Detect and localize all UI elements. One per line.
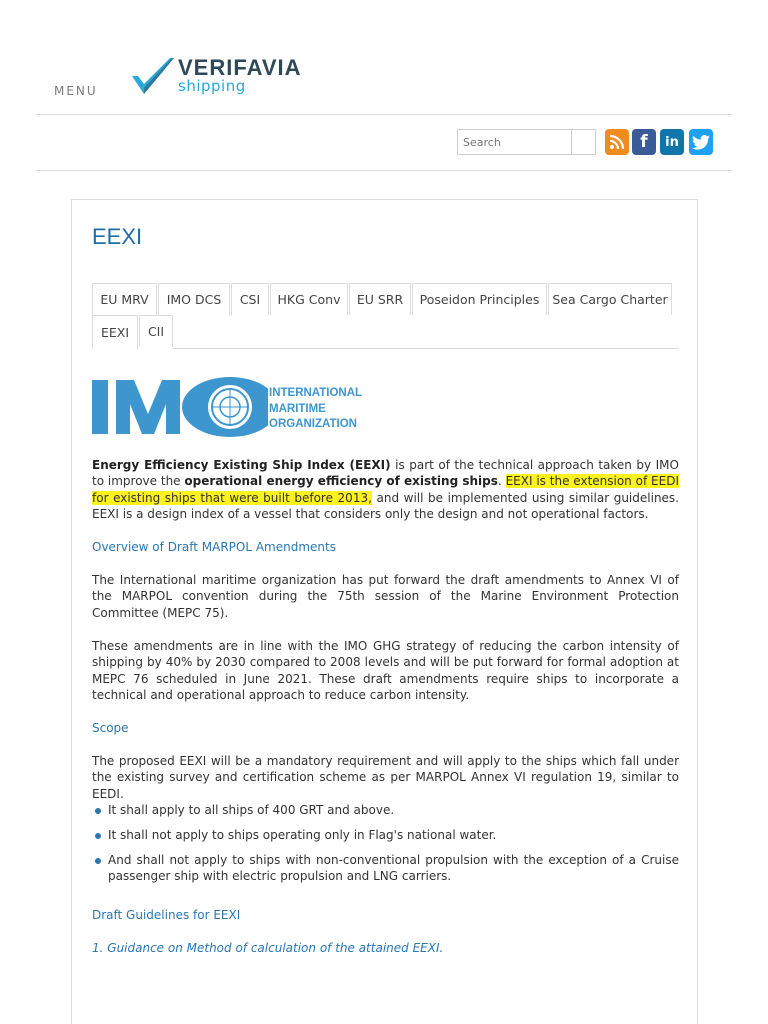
tab-sea-cargo-charter[interactable]: Sea Cargo Charter <box>548 283 672 315</box>
tabs-underline <box>173 348 679 349</box>
tab-cii[interactable]: CII <box>139 315 173 347</box>
content-card <box>71 199 698 1024</box>
heading-guidelines: Draft Guidelines for EEXI <box>92 908 241 922</box>
logo-subtext: shipping <box>178 77 246 95</box>
bullet-icon <box>95 833 101 839</box>
verifavia-logo[interactable] <box>130 56 325 98</box>
heading-scope: Scope <box>92 721 129 735</box>
tab-eexi[interactable]: EEXI <box>92 315 138 349</box>
search-box <box>457 129 596 155</box>
tab-imo-dcs[interactable]: IMO DCS <box>158 283 230 315</box>
rss-icon[interactable] <box>605 129 629 155</box>
intro-bold-eexi: Energy Efficiency Existing Ship Index (EEXI) <box>92 458 391 472</box>
scope-list-item: And shall not apply to ships with non-conventional propulsion with the exception of a Cruise passenger ship with electric propulsion and LNG carriers. <box>108 853 679 884</box>
bullet-icon <box>95 858 101 864</box>
imo-wordmark: INTERNATIONAL MARITIME ORGANIZATION <box>269 387 363 430</box>
page-title: EEXI <box>92 224 143 249</box>
highlighted-text: EEXI is the extension of EEDI for existing ships that were built before 2013, <box>92 474 679 505</box>
header-bottom-divider <box>36 170 732 171</box>
menu-button[interactable]: MENU <box>54 84 98 98</box>
bullet-icon <box>95 808 101 814</box>
heading-overview: Overview of Draft MARPOL Amendments <box>92 540 336 554</box>
scope-list-item: It shall not apply to ships operating only in Flag's national water. <box>108 828 497 842</box>
logo-text: VERIFAVIA <box>178 55 302 80</box>
tab-csi[interactable]: CSI <box>231 283 269 315</box>
subheading-guidance-link[interactable]: 1. Guidance on Method of calculation of the attained EEXI. <box>92 941 444 955</box>
imo-logo <box>92 376 392 438</box>
overview-paragraph-1: The International maritime organization has put forward the draft amendments to Annex VI of the MARPOL convention during the 75th session of the Marine Environment Protection Committee (MEPC 75). <box>92 573 679 620</box>
intro-bold-operational: operational energy efficiency of existing ships <box>184 474 498 489</box>
intro-paragraph: Energy Efficiency Existing Ship Index (EEXI) is part of the technical approach taken by IMO to improve the operational energy efficiency of existing ships. EEXI is the extension of EEDI for existing ships that were built before 2013, and will be implemented using similar guidelines. EEXI is a design index of a vessel that considers only the design and not operational factors. <box>92 458 679 521</box>
facebook-icon[interactable]: f <box>632 129 656 155</box>
header-divider <box>36 114 732 115</box>
imo-emblem <box>92 376 268 438</box>
tab-poseidon-principles[interactable]: Poseidon Principles <box>412 283 547 315</box>
scope-list-item: It shall apply to all ships of 400 GRT and above. <box>108 803 395 817</box>
twitter-icon[interactable] <box>689 129 713 155</box>
tab-hkg-conv[interactable]: HKG Conv <box>270 283 348 315</box>
search-button[interactable] <box>573 130 595 154</box>
search-input[interactable] <box>458 130 572 154</box>
tab-eu-srr[interactable]: EU SRR <box>349 283 411 315</box>
scope-paragraph: The proposed EEXI will be a mandatory requirement and will apply to the ships which fall under the existing survey and certification scheme as per MARPOL Annex VI regulation 19, similar to EEDI. <box>92 754 679 801</box>
linkedin-icon[interactable]: in <box>660 129 684 155</box>
tab-eu-mrv[interactable]: EU MRV <box>92 283 157 315</box>
overview-paragraph-2: These amendments are in line with the IMO GHG strategy of reducing the carbon intensity of shipping by 40% by 2030 compared to 2008 levels and will be put forward for formal adoption at MEPC 76 scheduled in June 2021. These draft amendments require ships to incorporate a technical and operational approach to reduce carbon intensity. <box>92 639 679 702</box>
checkmark-logo-icon <box>130 58 176 98</box>
